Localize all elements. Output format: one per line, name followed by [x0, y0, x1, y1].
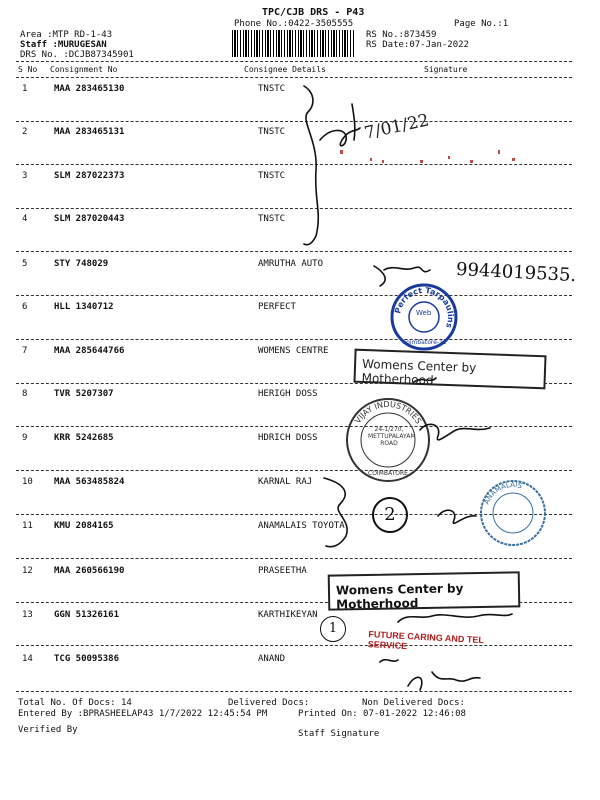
stamp-city: Coimbatore-12: [402, 339, 447, 346]
row-consignee: KARTHIKEYAN: [258, 610, 318, 620]
row-consignee: TNSTC: [258, 84, 286, 94]
non-delivered-docs: Non Delivered Docs:: [362, 698, 465, 708]
drs-number: DRS No. :DCJB87345901: [20, 50, 134, 60]
ink-smudge: [382, 160, 384, 163]
handwritten-date: 7/01/22: [362, 110, 431, 144]
row-divider: [16, 558, 572, 559]
total-docs: Total No. Of Docs: 14: [18, 698, 132, 708]
circled-number: 1: [320, 616, 346, 642]
row-sno: 2: [22, 127, 28, 137]
row-consignee: AMRUTHA AUTO: [258, 259, 324, 269]
row-consignee: TNSTC: [258, 127, 286, 137]
row-consignee: HDRICH DOSS: [258, 433, 318, 443]
future-service-stamp: FUTURE CARING AND TEL SERVICE: [367, 629, 484, 652]
row-consignee: HERIGH DOSS: [258, 389, 318, 399]
row-divider: [16, 426, 572, 427]
signature-stroke: [320, 104, 360, 146]
row-sno: 1: [22, 84, 28, 94]
ink-smudge: [420, 160, 423, 163]
ink-smudge: [448, 156, 450, 159]
signature-stroke: [398, 614, 512, 622]
row-consignee: KARNAL RAJ: [258, 477, 313, 487]
row-consignment: MAA 283465131: [54, 127, 125, 137]
barcode: [232, 30, 354, 57]
row-consignee: PRASEETHA: [258, 566, 307, 576]
row-consignee: WOMENS CENTRE: [258, 346, 329, 356]
row-divider: [16, 121, 572, 122]
row-consignment: TCG 50095386: [54, 654, 120, 664]
womens-center-stamp-2: [328, 571, 521, 610]
row-sno: 6: [22, 302, 28, 312]
row-consignment: TVR 5207307: [54, 389, 114, 399]
ink-smudge: [370, 158, 372, 161]
handwritten-phone: 9944019535.: [455, 258, 577, 287]
stamp-text: Womens Center by Motherhood: [361, 356, 477, 388]
brace-stroke: [324, 478, 347, 547]
stamp-text: Womens Center by Motherhood: [335, 581, 464, 612]
col-sno: S No: [18, 65, 38, 74]
circled-number: 2: [372, 497, 408, 533]
row-sno: 10: [22, 477, 33, 487]
row-consignee: TNSTC: [258, 214, 286, 224]
stamp-web: Web: [416, 309, 432, 317]
round-blue-stamp: [478, 478, 548, 548]
womens-center-stamp: [353, 349, 546, 390]
industries-stamp: [344, 396, 432, 484]
stamp-city: COIMBATORE: [368, 470, 408, 477]
brace-stroke: [304, 86, 318, 245]
ink-smudge: [512, 158, 515, 161]
ink-smudge: [340, 150, 343, 154]
divider: [16, 77, 572, 78]
row-consignment: MAA 285644766: [54, 346, 125, 356]
row-consignment: HLL 1340712: [54, 302, 114, 312]
row-consignment: MAA 563485824: [54, 477, 125, 487]
row-divider: [16, 470, 572, 471]
row-sno: 14: [22, 654, 33, 664]
row-sno: 4: [22, 214, 28, 224]
row-divider: [16, 295, 572, 296]
row-consignee: ANAMALAIS TOYOTA: [258, 521, 345, 531]
signature-stroke: [380, 660, 398, 662]
row-sno: 3: [22, 171, 28, 181]
page-number: Page No.:1: [454, 19, 509, 29]
row-divider: [16, 339, 572, 340]
col-signature: Signature: [424, 65, 468, 74]
rs-date: RS Date:07-Jan-2022: [366, 40, 469, 50]
row-consignment: SLM 287022373: [54, 171, 125, 181]
row-consignee: ANAND: [258, 654, 286, 664]
printed-on: Printed On: 07-01-2022 12:46:08: [298, 709, 466, 719]
row-sno: 11: [22, 521, 33, 531]
row-sno: 9: [22, 433, 28, 443]
row-consignment: KMU 2084165: [54, 521, 114, 531]
row-divider: [16, 691, 572, 692]
row-sno: 5: [22, 259, 28, 269]
area-label: Area :MTP RD-1-43: [20, 30, 113, 40]
row-sno: 8: [22, 389, 28, 399]
delivered-docs: Delivered Docs:: [228, 698, 310, 708]
row-divider: [16, 208, 572, 209]
row-consignee: TNSTC: [258, 171, 286, 181]
col-consignee: Consignee Details: [244, 65, 326, 74]
phone-number: Phone No.:0422-3505555: [234, 19, 354, 29]
rs-number: RS No.:873459: [366, 30, 437, 40]
row-consignee: PERFECT: [258, 302, 296, 312]
ink-smudge: [498, 150, 500, 154]
stamp-address: 24-1/270, METTUPALAYAM ROAD: [368, 426, 416, 447]
ink-smudge: [470, 160, 473, 163]
entered-by: Entered By :BPRASHEELAP43 1/7/2022 12:45:54 PM: [18, 709, 268, 719]
perfect-tarpaulins-stamp: [390, 283, 458, 351]
row-consignment: GGN 51326161: [54, 610, 120, 620]
row-divider: [16, 164, 572, 165]
row-sno: 12: [22, 566, 33, 576]
verified-by: Verified By: [18, 725, 78, 735]
staff-signature: Staff Signature: [298, 729, 380, 739]
row-consignment: MAA 283465130: [54, 84, 125, 94]
staff-label: Staff :MURUGESAN: [20, 40, 107, 50]
row-sno: 13: [22, 610, 33, 620]
col-consignment: Consignment No: [50, 65, 118, 74]
signature-stroke: [438, 510, 476, 523]
signature-stroke: [408, 672, 480, 690]
stamp-ring-text: Perfect Tarpaulins: [393, 285, 456, 330]
divider: [16, 61, 572, 62]
row-divider: [16, 251, 572, 252]
row-consignment: STY 748029: [54, 259, 109, 269]
row-consignment: MAA 260566190: [54, 566, 125, 576]
doc-title: TPC/CJB DRS - P43: [262, 7, 365, 18]
row-sno: 7: [22, 346, 28, 356]
stamp-ring-text: VIJAY INDUSTRIES: [353, 399, 424, 426]
stamp-ring-text: ANAMALAIS: [482, 480, 523, 506]
row-consignment: KRR 5242685: [54, 433, 114, 443]
row-consignment: SLM 287020443: [54, 214, 125, 224]
